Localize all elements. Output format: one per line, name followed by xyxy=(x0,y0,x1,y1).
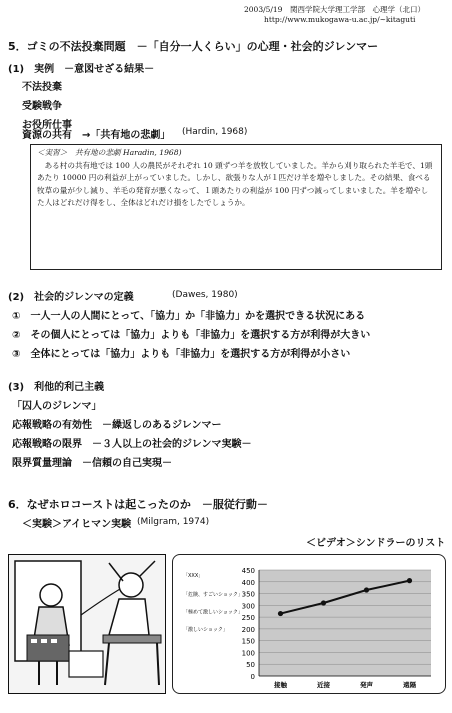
commons-reference: (Hardin, 1968) xyxy=(182,127,248,137)
section-6-title: 6．なぜホロコーストは起こったのか －服従行動－ xyxy=(8,498,268,511)
y-tick-label: 150 xyxy=(241,637,255,646)
video-label: ＜ビデオ＞シンドラーのリスト xyxy=(306,538,446,549)
milgram-experiment-illustration xyxy=(8,554,166,694)
y-tick-label: 200 xyxy=(241,625,255,634)
experiment-reference: (Milgram, 1974) xyxy=(137,517,210,527)
data-point xyxy=(321,600,326,605)
altruism-item: 応報戦略の限界 －３人以上の社会的ジレンマ実験－ xyxy=(12,439,252,450)
header-date-line: 2003/5/19 関西学院大学理工学部 心理学（北口） xyxy=(244,5,425,14)
line-chart xyxy=(173,555,445,693)
data-point xyxy=(407,578,412,583)
y-tick-label: 450 xyxy=(241,567,255,575)
subsection-1-heading: (1) 実例 －意図せざる結果－ xyxy=(8,64,155,75)
definition-1: ① 一人一人の人間にとって、「協力」か「非協力」かを選択できる状況にある xyxy=(12,311,366,322)
x-tick-label: 発声 xyxy=(360,681,373,689)
example-item: 不法投棄 xyxy=(22,82,62,93)
example-item: お役所仕事 xyxy=(22,120,72,131)
data-point xyxy=(278,611,283,616)
example-item: 受験戦争 xyxy=(22,101,62,112)
x-tick-label: 遠隔 xyxy=(403,681,416,689)
commons-label: 資源の共有 →「共有地の悲劇」 xyxy=(22,130,171,141)
y-tick-label: 300 xyxy=(241,602,255,611)
y-tick-label: 350 xyxy=(241,590,255,599)
annotation-label: 「XXX」 xyxy=(183,573,204,580)
altruism-item: 限界質量理論 －信頼の自己実現－ xyxy=(12,458,172,469)
subsection-3-heading: (3) 利他的利己主義 xyxy=(8,382,105,393)
annotation-label: 「激しいショック」 xyxy=(183,627,228,634)
section-5-title: 5．ゴミの不法投棄問題 －「自分一人くらい」の心理・社会的ジレンマー xyxy=(8,40,379,53)
header-url[interactable]: http://www.mukogawa-u.ac.jp/~kitaguti xyxy=(264,15,416,24)
chart-panel xyxy=(172,554,446,694)
plot-area xyxy=(259,570,431,676)
data-point xyxy=(364,587,369,592)
y-tick-label: 250 xyxy=(241,614,255,623)
y-tick-label: 100 xyxy=(241,649,255,658)
x-tick-label: 接触 xyxy=(274,681,287,689)
y-tick-label: 400 xyxy=(241,578,255,587)
definition-3: ③ 全体にとっては「協力」よりも「非協力」を選択する方が利得が小さい xyxy=(12,349,351,360)
subsection-2-reference: (Dawes, 1980) xyxy=(172,290,238,300)
x-tick-label: 近接 xyxy=(317,681,330,689)
y-tick-label: 50 xyxy=(246,661,255,670)
exercise-title: ＜実習＞ 共有地の悲劇 Haradin, 1968) xyxy=(37,148,182,157)
exercise-text: ある村の共有地では 100 人の農民がそれぞれ 10 頭ずつ羊を放牧していました。羊から刈り取られた羊毛で、1頭あたり 10000 円の利益が上がっていました。しかし、欲張りな人が１匹だけ羊を増やしました。その結果、食べる牧草の量が少し減り、羊毛の発育が悪くなって、１頭あたりの利益が 100 円ずつ減ってしまいました。羊を増やした人はどれだけ得をし、全体はどれだけ損をしたでしょうか。 xyxy=(37,160,433,208)
experiment-label: ＜実験＞アイヒマン実験 xyxy=(22,519,132,530)
altruism-item: 「囚人のジレンマ」 xyxy=(12,401,102,412)
subsection-2-heading: (2) 社会的ジレンマの定義 xyxy=(8,292,134,303)
y-tick-label: 0 xyxy=(250,673,255,681)
exercise-box xyxy=(30,144,442,270)
altruism-item: 応報戦略の有効性 －繰返しのあるジレンマー xyxy=(12,420,222,431)
annotation-label: 「危険、すごいショック」 xyxy=(183,591,243,598)
definition-2: ② その個人にとっては「協力」よりも「非協力」を選択する方が利得が大きい xyxy=(12,330,371,341)
annotation-label: 「極めて激しいショック」 xyxy=(183,609,243,616)
